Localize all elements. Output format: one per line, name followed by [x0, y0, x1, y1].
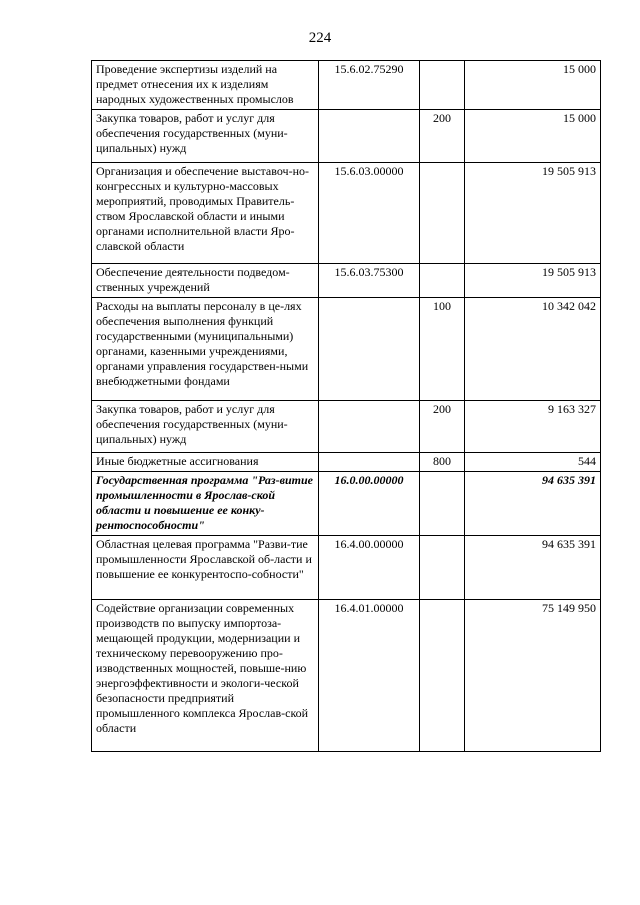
row-code: [319, 453, 420, 472]
row-type: 200: [420, 401, 465, 453]
row-name: Закупка товаров, работ и услуг для обеспечения государственных (муни-ципальных) нужд: [92, 401, 319, 453]
row-amount: 75 149 950: [465, 600, 601, 752]
row-amount: 94 635 391: [465, 536, 601, 600]
row-code: 16.0.00.00000: [319, 472, 420, 536]
row-code: 15.6.03.75300: [319, 264, 420, 298]
row-code: [319, 110, 420, 163]
table-row: [92, 110, 601, 163]
row-amount: 15 000: [465, 110, 601, 163]
row-type: [420, 61, 465, 110]
row-amount: 9 163 327: [465, 401, 601, 453]
table-row: [92, 401, 601, 453]
table-row: [92, 600, 601, 752]
row-type: 200: [420, 110, 465, 163]
row-code: [319, 401, 420, 453]
row-type: [420, 472, 465, 536]
row-name: Государственная программа "Раз-витие промышленности в Ярослав-ской области и повышение ее конку-рентоспособности": [92, 472, 319, 536]
row-code: 16.4.01.00000: [319, 600, 420, 752]
row-name: Содействие организации современных производств по выпуску импортоза-мещающей продукции, модернизации и техническому перевооружению про-изводственных мощностей, повыше-нию энергоэффективности и экологи-ческой безопасности предприятий промышленного комплекса Ярослав-ской области: [92, 600, 319, 752]
row-code: 15.6.03.00000: [319, 163, 420, 264]
row-type: 800: [420, 453, 465, 472]
row-name: Организация и обеспечение выставоч-но-конгрессных и культурно-массовых мероприятий, проводимых Правитель-ством Ярославской области и иными органами исполнительной власти Яро-славской области: [92, 163, 319, 264]
row-code: 16.4.00.00000: [319, 536, 420, 600]
row-amount: 94 635 391: [465, 472, 601, 536]
row-type: [420, 264, 465, 298]
table-row: [92, 472, 601, 536]
page-number: 224: [308, 30, 332, 46]
row-code: 15.6.02.75290: [319, 61, 420, 110]
row-amount: 19 505 913: [465, 163, 601, 264]
row-type: 100: [420, 298, 465, 401]
table-row: [92, 298, 601, 401]
row-name: Областная целевая программа "Разви-тие промышленности Ярославской об-ласти и повышение ее конкурентоспо-собности": [92, 536, 319, 600]
table-row: [92, 536, 601, 600]
row-amount: 15 000: [465, 61, 601, 110]
row-amount: 10 342 042: [465, 298, 601, 401]
row-amount: 19 505 913: [465, 264, 601, 298]
row-type: [420, 536, 465, 600]
table-row: [92, 453, 601, 472]
row-code: [319, 298, 420, 401]
row-name: Расходы на выплаты персоналу в це-лях обеспечения выполнения функций государственными (муниципальными) органами, казенными учреждениями, органами управления государствен-ными внебюджетными фондами: [92, 298, 319, 401]
row-amount: 544: [465, 453, 601, 472]
budget-table: [91, 60, 601, 752]
table-row: [92, 163, 601, 264]
table-row: [92, 264, 601, 298]
row-name: Иные бюджетные ассигнования: [92, 453, 319, 472]
table-row: [92, 61, 601, 110]
row-name: Проведение экспертизы изделий на предмет отнесения их к изделиям народных художественных промыслов: [92, 61, 319, 110]
row-type: [420, 163, 465, 264]
row-name: Закупка товаров, работ и услуг для обеспечения государственных (муни-ципальных) нужд: [92, 110, 319, 163]
row-type: [420, 600, 465, 752]
row-name: Обеспечение деятельности подведом-ственных учреждений: [92, 264, 319, 298]
